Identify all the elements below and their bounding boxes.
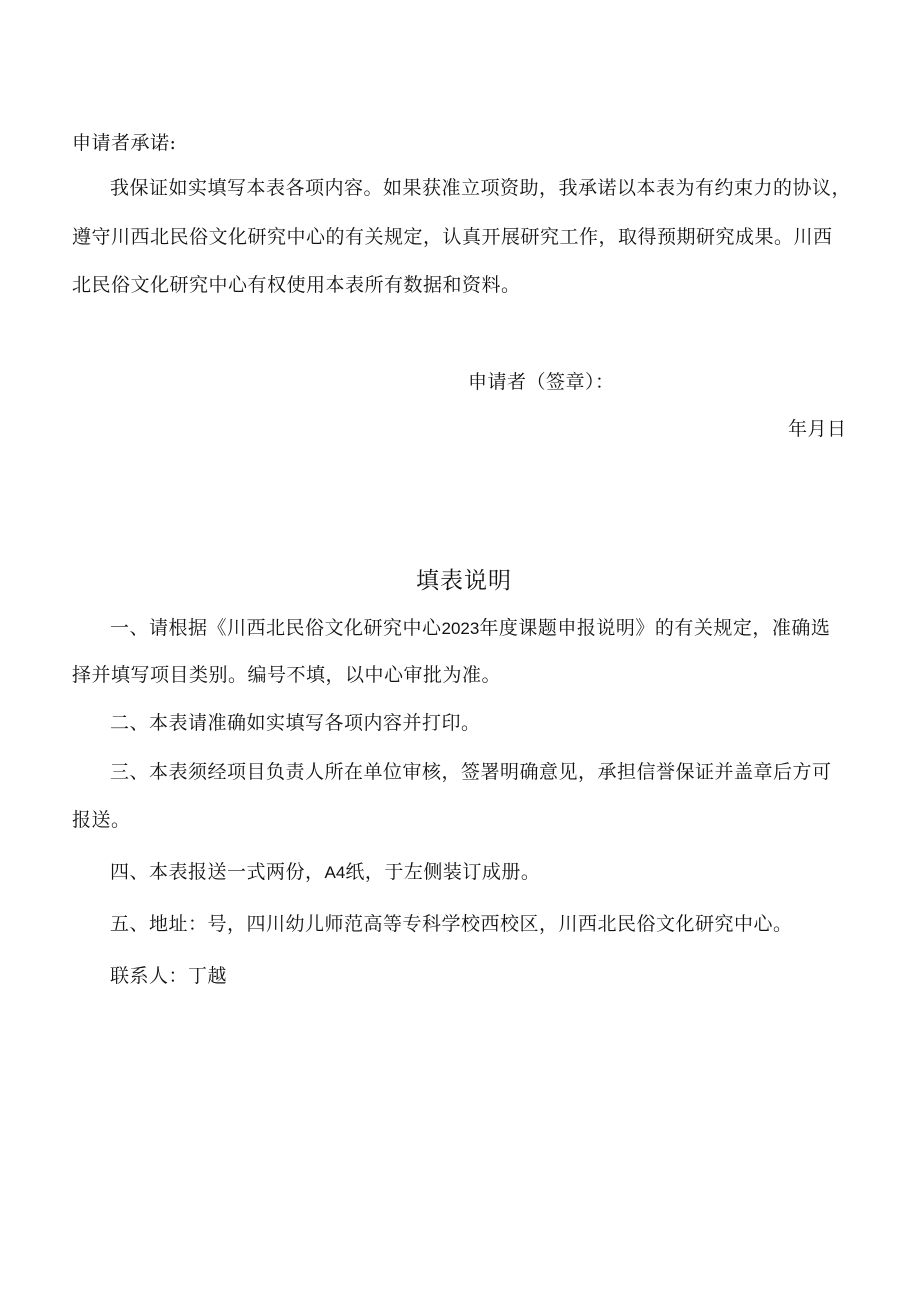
instruction-item-4-text-b: 纸，于左侧装订成册。: [345, 861, 541, 883]
commitment-text-line-2: 遵守川西北民俗文化研究中心的有关规定，认真开展研究工作，取得预期研究成果。川西: [72, 226, 833, 248]
date-label: 年月日: [788, 418, 847, 440]
commitment-heading: 申请者承诺:: [72, 132, 177, 154]
instruction-item-4-paper: A4: [324, 863, 346, 882]
instruction-item-1-text-b: 年度课题申报说明》的有关规定，准确选: [479, 617, 831, 639]
instruction-item-4-text-a: 四、本表报送一式两份，: [110, 861, 325, 883]
instruction-item-1-line-2: 择并填写项目类别。编号不填，以中心审批为准。: [72, 664, 502, 686]
contact-person: 联系人：丁越: [110, 965, 228, 987]
signature-label: 申请者（签章）：: [468, 371, 615, 393]
instruction-item-2: 二、本表请准确如实填写各项内容并打印。: [110, 712, 481, 734]
instructions-title: 填表说明: [416, 568, 512, 594]
commitment-text-line-3: 北民俗文化研究中心有权使用本表所有数据和资料。: [72, 274, 521, 296]
commitment-text-line-1: 我保证如实填写本表各项内容。如果获准立项资助，我承诺以本表为有约束力的协议，: [110, 177, 852, 199]
instruction-item-3-line-2: 报送。: [72, 809, 131, 831]
instruction-item-3-line-1: 三、本表须经项目负责人所在单位审核，签署明确意见，承担信誉保证并盖章后方可: [110, 761, 832, 783]
instruction-item-1-text-a: 一、请根据《川西北民俗文化研究中心: [110, 617, 442, 639]
instruction-item-1-line-1: [110, 616, 830, 641]
instruction-item-1-year: 2023: [441, 619, 480, 638]
instruction-item-5-address: 五、地址：号，四川幼儿师范高等专科学校西校区，川西北民俗文化研究中心。: [110, 913, 793, 935]
instruction-item-4: [110, 860, 540, 885]
